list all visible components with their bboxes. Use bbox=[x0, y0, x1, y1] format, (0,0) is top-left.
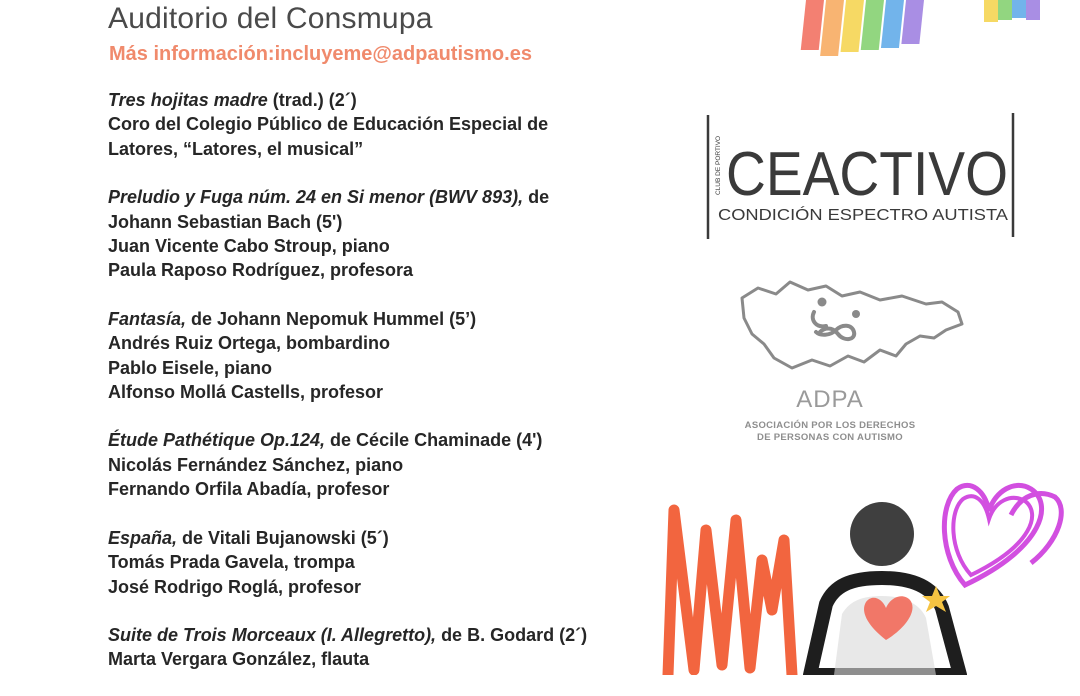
piece-detail-line bbox=[108, 550, 668, 574]
adpa-logo bbox=[730, 274, 980, 450]
piece-text: Latores, “Latores, el musical” bbox=[108, 138, 364, 159]
piece-text: de Cécile Chaminade (4') bbox=[325, 430, 543, 451]
adpa-subtitle-2: DE PERSONAS CON AUTISMO bbox=[757, 432, 903, 443]
piece-detail-line bbox=[108, 210, 668, 234]
piece-text: Alfonso Mollá Castells, profesor bbox=[108, 382, 384, 403]
zigzag-scribble bbox=[660, 500, 800, 675]
ceactivo-logo bbox=[706, 111, 1016, 241]
ceactivo-tagline: CONDICIÓN ESPECTRO AUTISTA bbox=[718, 207, 1009, 224]
piece-detail-line bbox=[108, 453, 668, 477]
piece-text: de B. Godard (2´) bbox=[436, 624, 588, 645]
piece-detail-line bbox=[108, 258, 668, 282]
piece-detail-line bbox=[108, 477, 668, 501]
piece-title-line bbox=[108, 526, 668, 550]
piece-text: Marta Vergara González, flauta bbox=[108, 649, 370, 670]
program-piece bbox=[108, 307, 668, 405]
piece-title: Étude Pathétique Op.124, bbox=[108, 430, 326, 451]
piece-text: de Johann Nepomuk Hummel (5’) bbox=[186, 308, 477, 329]
piece-text: (trad.) (2´) bbox=[267, 90, 357, 110]
program-piece bbox=[108, 185, 668, 283]
piece-title: España, bbox=[108, 527, 178, 548]
program-piece bbox=[108, 526, 668, 599]
ceactivo-vertical-text: CLUB DE PORTIVO bbox=[715, 135, 722, 195]
piece-detail-line bbox=[108, 331, 668, 355]
program-piece bbox=[108, 88, 668, 161]
piece-title: Tres hojitas madre bbox=[108, 90, 268, 110]
piece-text: Johann Sebastian Bach (5') bbox=[108, 211, 343, 232]
piece-title: Fantasía, bbox=[108, 308, 187, 329]
piece-text: Coro del Colegio Público de Educación Especial de bbox=[108, 114, 549, 135]
piece-title-line bbox=[108, 185, 668, 209]
program-piece bbox=[108, 428, 668, 501]
piece-text: de bbox=[523, 187, 550, 208]
piece-text: de Vitali Bujanowski (5´) bbox=[177, 527, 389, 548]
piece-text: José Rodrigo Roglá, profesor bbox=[108, 576, 362, 597]
piece-detail-line bbox=[108, 356, 668, 380]
piece-detail-line bbox=[108, 234, 668, 258]
piece-detail-line bbox=[108, 112, 668, 136]
adpa-subtitle-1: ASOCIACIÓN POR LOS DERECHOS bbox=[744, 420, 916, 431]
ceactivo-name: CEACTIVO bbox=[726, 140, 1008, 209]
adpa-name: ADPA bbox=[796, 386, 864, 413]
piece-title-line bbox=[108, 623, 668, 647]
venue-heading: Auditorio del Consmupa bbox=[108, 2, 433, 35]
piece-text: Pablo Eisele, piano bbox=[108, 357, 273, 378]
piece-title: Preludio y Fuga núm. 24 en Si menor (BWV 893), bbox=[108, 187, 524, 208]
program-piece bbox=[108, 623, 668, 672]
figure-illustration bbox=[790, 500, 1020, 675]
piece-text: Tomás Prada Gavela, trompa bbox=[108, 552, 355, 573]
piece-title-line bbox=[108, 88, 668, 112]
piece-text: Nicolás Fernández Sánchez, piano bbox=[108, 454, 404, 475]
piece-detail-line bbox=[108, 137, 668, 161]
piece-detail-line bbox=[108, 647, 668, 671]
piece-text: Juan Vicente Cabo Stroup, piano bbox=[108, 236, 390, 257]
piece-text: Fernando Orfila Abadía, profesor bbox=[108, 479, 390, 500]
program-list bbox=[108, 88, 668, 696]
piece-detail-line bbox=[108, 380, 668, 404]
piece-title-line bbox=[108, 428, 668, 452]
piece-text: Andrés Ruiz Ortega, bombardino bbox=[108, 333, 391, 354]
asturias-map-icon bbox=[730, 274, 980, 384]
piece-title: Suite de Trois Morceaux (I. Allegretto), bbox=[108, 624, 437, 645]
piece-title-line bbox=[108, 307, 668, 331]
piece-text: Paula Raposo Rodríguez, profesora bbox=[108, 260, 414, 281]
piece-detail-line bbox=[108, 575, 668, 599]
contact-info: Más información:incluyeme@adpautismo.es bbox=[109, 43, 532, 65]
rainbow-decoration bbox=[800, 0, 1080, 60]
